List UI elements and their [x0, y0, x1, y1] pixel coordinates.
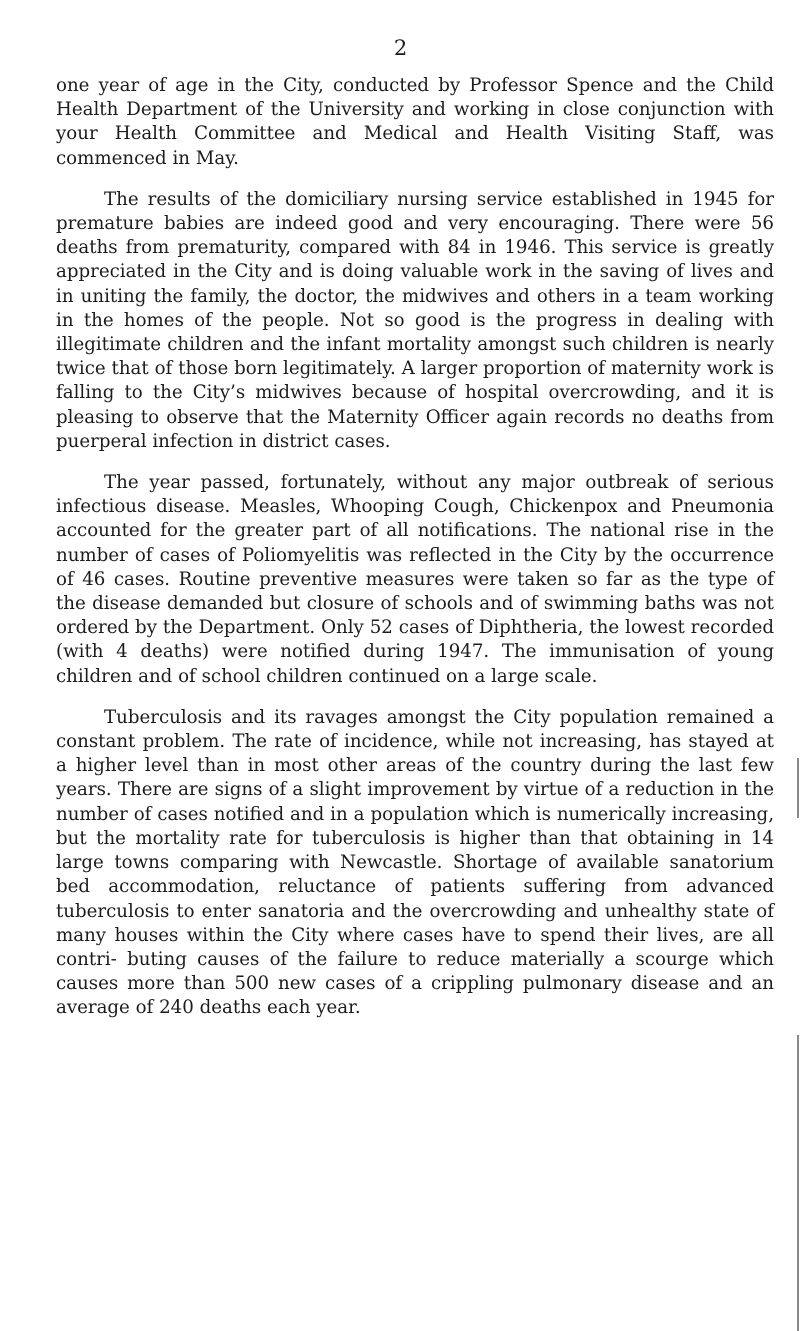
scan-edge-mark	[797, 1035, 799, 1331]
page-number: 2	[393, 36, 408, 60]
paragraph-premature-babies: The results of the domiciliary nursing service established in 1945 for premature babies are indeed good and very encouraging. There were 56 deaths from prematurity, compared with 84 in 1946. This service is greatly appreciated in the City and is doing valuable work in the saving of lives and in uniting the family, the doctor, the midwives and others in a team working in the homes of the people. Not so good is the progress in dealing with illegitimate children and the infant mortality amongst such children is nearly twice that of those born legitimately. A larger proportion of maternity work is falling to the City’s midwives because of hospital overcrowding, and it is pleasing to observe that the Maternity Officer again records no deaths from puerperal infection in district cases.	[56, 188, 774, 452]
scan-edge-mark	[797, 758, 799, 818]
paragraph-tuberculosis: Tuberculosis and its ravages amongst the City population remained a constant problem. The rate of incidence, while not increasing, has stayed at a higher level than in most other areas of the country during the last few years. There are signs of a slight improvement by virtue of a reduction in the number of cases notified and in a population which is numerically increasing, but the mortality rate for tuberculosis is higher than that obtaining in 14 large towns comparing with Newcastle. Shortage of available sanatorium bed accommodation, reluctance of patients suffering from advanced tuberculosis to enter sanatoria and the overcrowding and unhealthy state of many houses within the City where cases have to spend their lives, are all contri- buting causes of the failure to reduce materially a scourge which causes more than 500 new cases of a crippling pulmonary disease and an average of 240 deaths each year.	[56, 706, 774, 1019]
paragraph-infectious-disease: The year passed, fortunately, without any major outbreak of serious infectious disease. Measles, Whooping Cough, Chickenpox and Pneumonia accounted for the greater part of all notifications. The national rise in the number of cases of Poliomyelitis was reflected in the City by the occurrence of 46 cases. Routine preventive measures were taken so far as the type of the disease demanded but closure of schools and of swimming baths was not ordered by the Department. Only 52 cases of Diphtheria, the lowest recorded (with 4 deaths) were notified during 1947. The immunisation of young children and of school children continued on a large scale.	[56, 472, 774, 687]
paragraph-child-health-study: one year of age in the City, conducted by Professor Spence and the Child Health Department of the University and working in close conjunction with your Health Committee and Medical and Health Visiting Staff, was commenced in May.	[56, 75, 774, 169]
body-text	[56, 74, 774, 1038]
